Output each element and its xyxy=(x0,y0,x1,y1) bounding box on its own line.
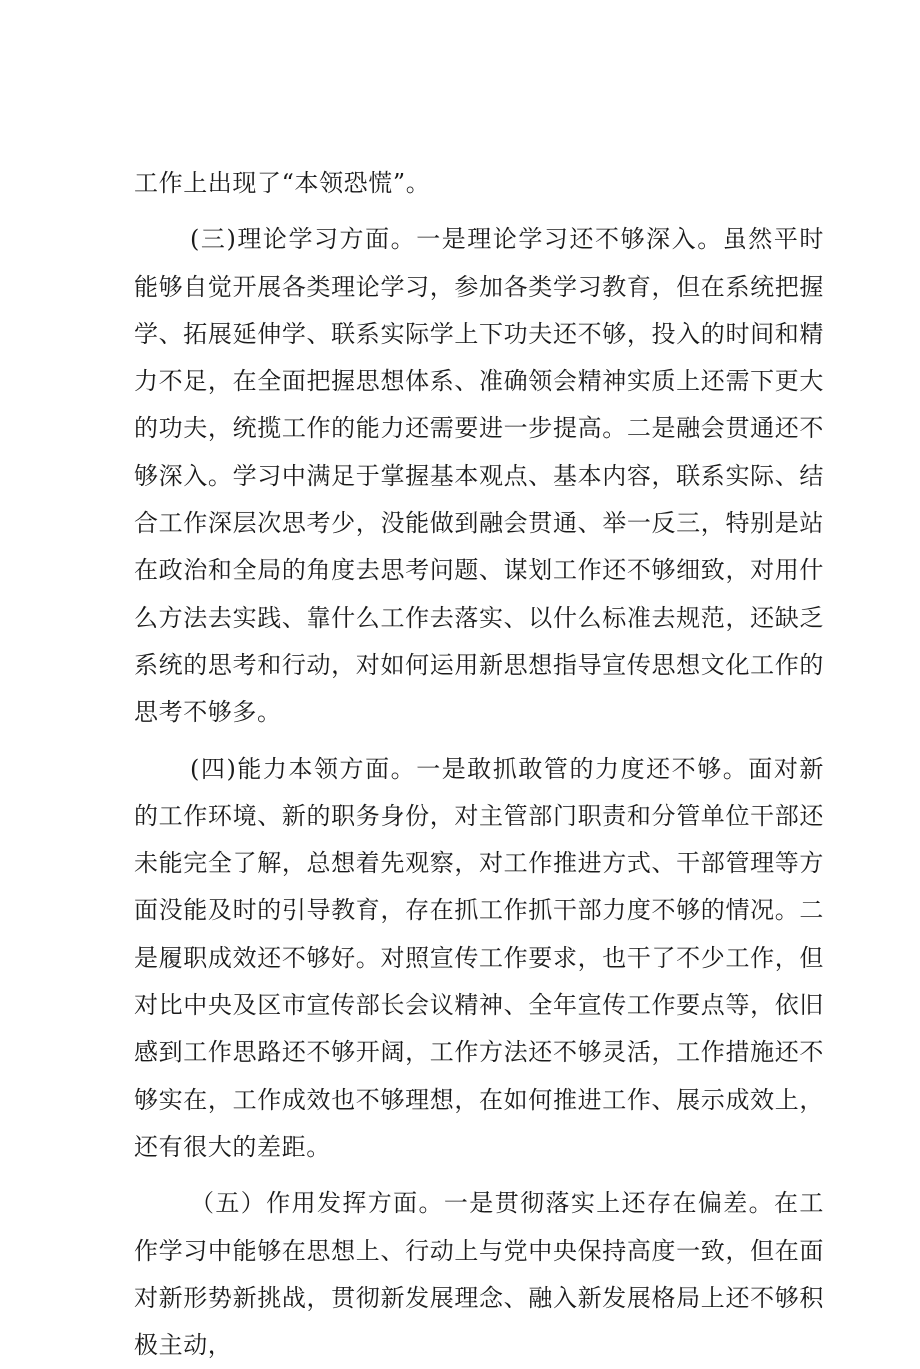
paragraph-role: （五）作用发挥方面。一是贯彻落实上还存在偏差。在工作学习中能够在思想上、行动上与党中央保持高度一致，但在面对新形势新挑战，贯彻新发展理念、融入新发展格局上还不够积极主动， xyxy=(134,1189,824,1360)
paragraph-theory-study: (三)理论学习方面。一是理论学习还不够深入。虽然平时能够自觉开展各类理论学习，参加各类学习教育，但在系统把握学、拓展延伸学、联系实际学上下功夫还不够，投入的时间和精力不足，在全面把握思想体系、准确领会精神实质上还需下更大的功夫，统揽工作的能力还需要进一步提高。二是融会贯通还不够深入。学习中满足于掌握基本观点、基本内容，联系实际、结合工作深层次思考少，没能做到融会贯通、举一反三，特别是站在政治和全局的角度去思考问题、谋划工作还不够细致，对用什么方法去实践、靠什么工作去落实、以什么标准去规范，还缺乏系统的思考和行动，对如何运用新思想指导宣传思想文化工作的思考不够多。 xyxy=(134,225,824,727)
document-body xyxy=(134,160,824,1369)
paragraph-continuation: 工作上出现了“本领恐慌”。 xyxy=(134,169,431,197)
paragraph-ability: (四)能力本领方面。一是敢抓敢管的力度还不够。面对新的工作环境、新的职务身份，对主管部门职责和分管单位干部还未能完全了解，总想着先观察，对工作推进方式、干部管理等方面没能及时的引导教育，存在抓工作抓干部力度不够的情况。二是履职成效还不够好。对照宣传工作要求，也干了不少工作，但对比中央及区市宣传部长会议精神、全年宣传工作要点等，依旧感到工作思路还不够开阔，工作方法还不够灵活，工作措施还不够实在，工作成效也不够理想，在如何推进工作、展示成效上，还有很大的差距。 xyxy=(134,754,824,1161)
